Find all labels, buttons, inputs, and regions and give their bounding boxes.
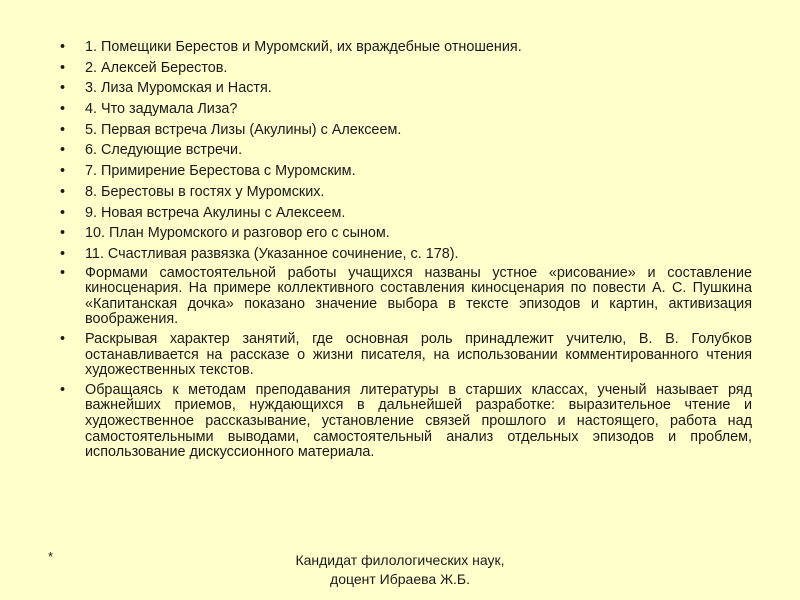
list-item <box>60 245 752 263</box>
bullet-icon: • <box>60 163 66 180</box>
list-item <box>60 79 752 97</box>
footer-author <box>200 551 600 589</box>
footer-line-1: Кандидат филологических наук, <box>295 552 505 568</box>
paragraph-item <box>60 266 752 328</box>
bullet-icon: • <box>60 245 66 262</box>
list-item-text: 6. Следующие встречи. <box>85 142 243 159</box>
paragraph-text: Раскрывая характер занятий, где основная роль принадлежит учителю, В. В. Голубков останавливается на рассказе о жизни писателя, на использовании комментированного чтения художественных текстов. <box>85 330 752 379</box>
list-item-text: 3. Лиза Муромская и Настя. <box>85 80 272 97</box>
footer-line-2: доцент Ибраева Ж.Б. <box>330 571 470 587</box>
bullet-list <box>60 38 752 465</box>
list-item <box>60 183 752 201</box>
list-item <box>60 204 752 222</box>
bullet-icon: • <box>60 225 66 242</box>
bullet-icon: • <box>60 39 66 55</box>
list-item-text: 4. Что задумала Лиза? <box>85 101 238 118</box>
paragraph-item <box>60 332 752 379</box>
footer-marker: * <box>48 549 54 564</box>
bullet-icon: • <box>60 183 66 200</box>
list-item <box>60 100 752 118</box>
list-item <box>60 38 752 56</box>
bullet-icon: • <box>60 204 66 221</box>
list-item-text: 11. Счастливая развязка (Указанное сочинение, с. 178). <box>85 245 459 262</box>
paragraph-item <box>60 383 752 461</box>
list-item <box>60 162 752 180</box>
bullet-icon: • <box>60 101 66 118</box>
paragraph-text: Обращаясь к методам преподавания литературы в старших классах, ученый называет ряд важнейших приемов, нуждающихся в дальнейшей разработке: выразительное чтение и художественное рассказывание, установление связей прошлого и настоящего, работа над самостоятельными выводами, самостоятельный анализ отдельных эпизодов и проблем, использование дискуссионного материала. <box>85 381 752 461</box>
list-item <box>60 141 752 159</box>
bullet-icon: • <box>60 59 66 76</box>
bullet-icon: • <box>60 121 66 138</box>
list-item <box>60 121 752 139</box>
bullet-icon: • <box>60 330 66 347</box>
list-item <box>60 224 752 242</box>
list-item-text: 7. Примирение Берестова с Муромским. <box>85 163 356 180</box>
bullet-icon: • <box>60 264 66 281</box>
bullet-icon: • <box>60 381 66 398</box>
list-item <box>60 59 752 77</box>
list-item-text: 5. Первая встреча Лизы (Акулины) с Алексеем. <box>85 121 402 138</box>
bullet-icon: • <box>60 80 66 97</box>
bullet-icon: • <box>60 142 66 159</box>
list-item-text: 1. Помещики Берестов и Муромский, их враждебные отношения. <box>85 39 522 55</box>
list-item-text: 10. План Муромского и разговор его с сыном. <box>85 225 390 242</box>
list-item-text: 9. Новая встреча Акулины с Алексеем. <box>85 204 346 221</box>
paragraph-text: Формами самостоятельной работы учащихся названы устное «рисование» и составление киносценария. На примере коллективного составления киносценария по повести А. С. Пушкина «Капитанская дочка» показано значение выбора в тексте эпизодов и картин, активизация воображения. <box>85 264 752 328</box>
list-item-text: 8. Берестовы в гостях у Муромских. <box>85 183 325 200</box>
list-item-text: 2. Алексей Берестов. <box>85 59 228 76</box>
